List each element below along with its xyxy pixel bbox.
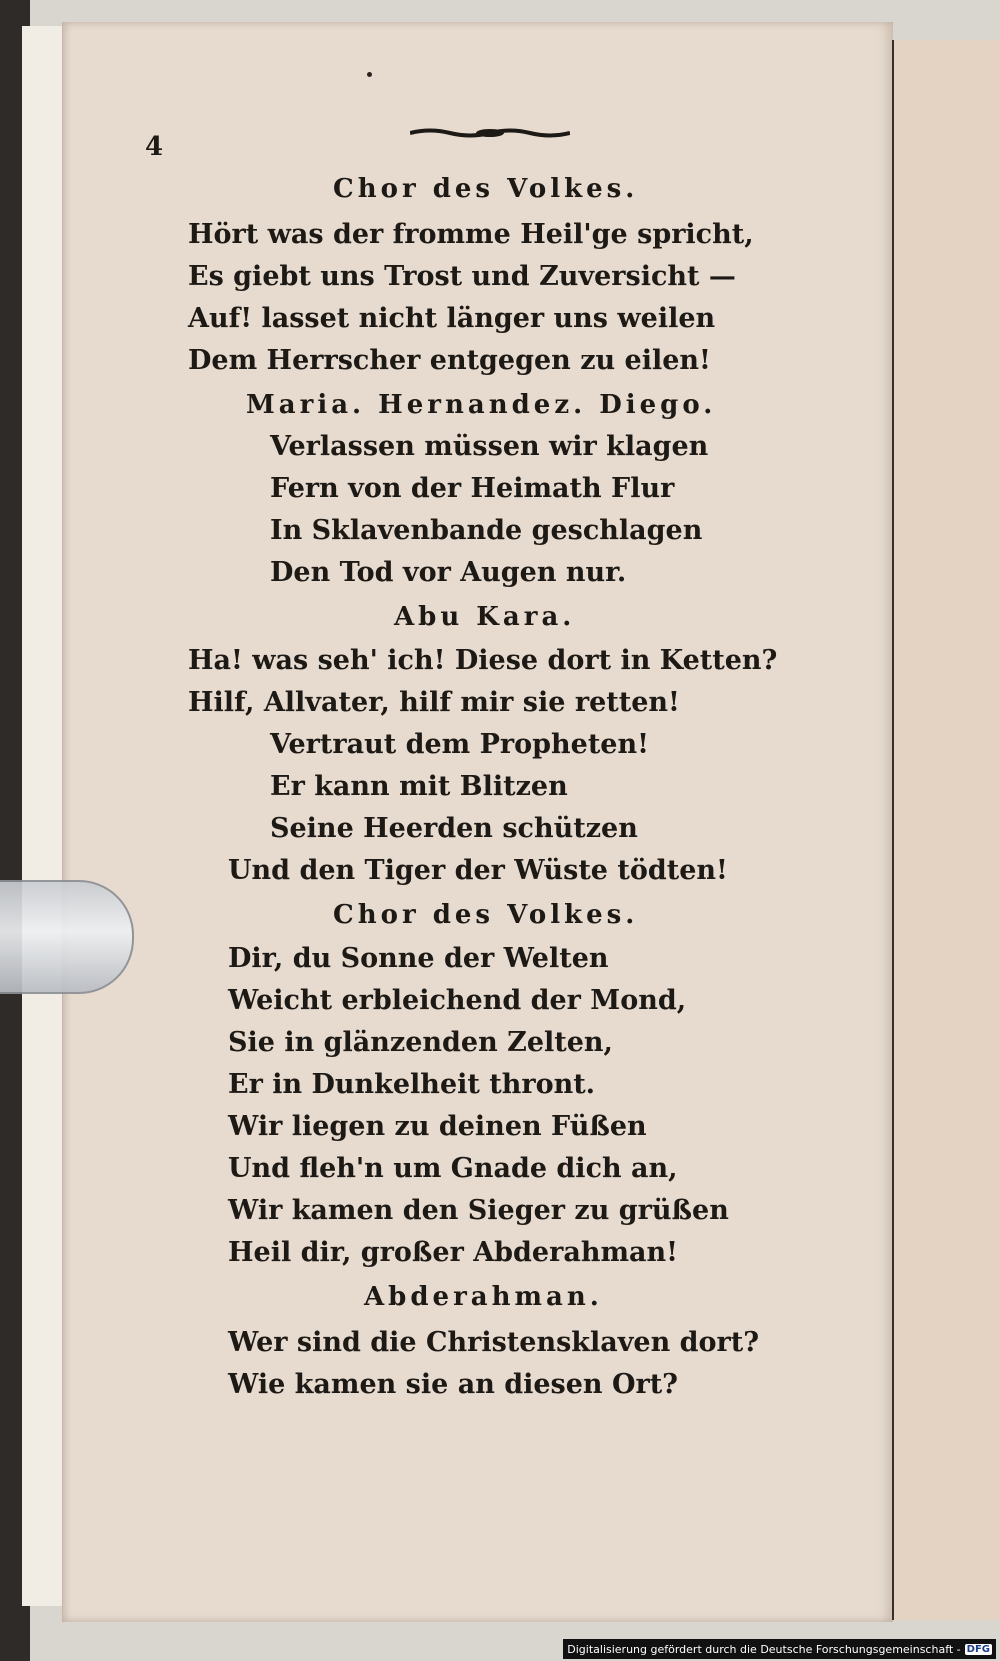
verse-line: Wie kamen sie an diesen Ort? — [228, 1369, 678, 1400]
speaker-heading: Chor des Volkes. — [333, 174, 639, 204]
verse-line: Und den Tiger der Wüste tödten! — [228, 855, 728, 886]
verse-line: Fern von der Heimath Flur — [270, 473, 675, 504]
verse-line: Ha! was seh' ich! Diese dort in Ketten? — [188, 645, 778, 676]
verse-line: Den Tod vor Augen nur. — [270, 557, 627, 588]
verse-line: Weicht erbleichend der Mond, — [228, 985, 687, 1016]
verse-line: Vertraut dem Propheten! — [270, 729, 649, 760]
verse-line: Hilf, Allvater, hilf mir sie retten! — [188, 687, 680, 718]
verse-line: Er in Dunkelheit thront. — [228, 1069, 596, 1100]
speaker-heading: Abderahman. — [364, 1282, 603, 1312]
verse-line: Verlassen müssen wir klagen — [270, 431, 709, 462]
credit-text: Digitalisierung gefördert durch die Deutsche Forschungsgemeinschaft - — [567, 1642, 961, 1656]
speaker-heading: Abu Kara. — [394, 602, 576, 632]
page-clip-icon — [0, 880, 134, 994]
digitization-credit — [563, 1639, 996, 1659]
page-number: 4 — [145, 132, 164, 162]
verse-line: In Sklavenbande geschlagen — [270, 515, 703, 546]
verse-line: Wer sind die Christensklaven dort? — [228, 1327, 760, 1358]
verse-line: Dir, du Sonne der Welten — [228, 943, 609, 974]
verse-line: Sie in glänzenden Zelten, — [228, 1027, 613, 1058]
ink-dot — [367, 72, 372, 77]
verse-line: Wir liegen zu deinen Füßen — [228, 1111, 647, 1142]
speaker-heading: Chor des Volkes. — [333, 900, 639, 930]
facing-page-edge — [892, 40, 1000, 1620]
verse-line: Hört was der fromme Heil'ge spricht, — [188, 219, 754, 250]
verse-line: Dem Herrscher entgegen zu eilen! — [188, 345, 711, 376]
ornament-rule-icon — [410, 128, 570, 138]
verse-line: Heil dir, großer Abderahman! — [228, 1237, 679, 1268]
verse-line: Seine Heerden schützen — [270, 813, 638, 844]
verse-line: Er kann mit Blitzen — [270, 771, 568, 802]
speaker-heading: Maria. Hernandez. Diego. — [246, 390, 717, 420]
verse-line: Auf! lasset nicht länger uns weilen — [188, 303, 716, 334]
verse-line: Wir kamen den Sieger zu grüßen — [228, 1195, 729, 1226]
verse-line: Und fleh'n um Gnade dich an, — [228, 1153, 678, 1184]
verse-line: Es giebt uns Trost und Zuversicht — — [188, 261, 736, 292]
dfg-logo-icon: DFG — [966, 1643, 990, 1655]
